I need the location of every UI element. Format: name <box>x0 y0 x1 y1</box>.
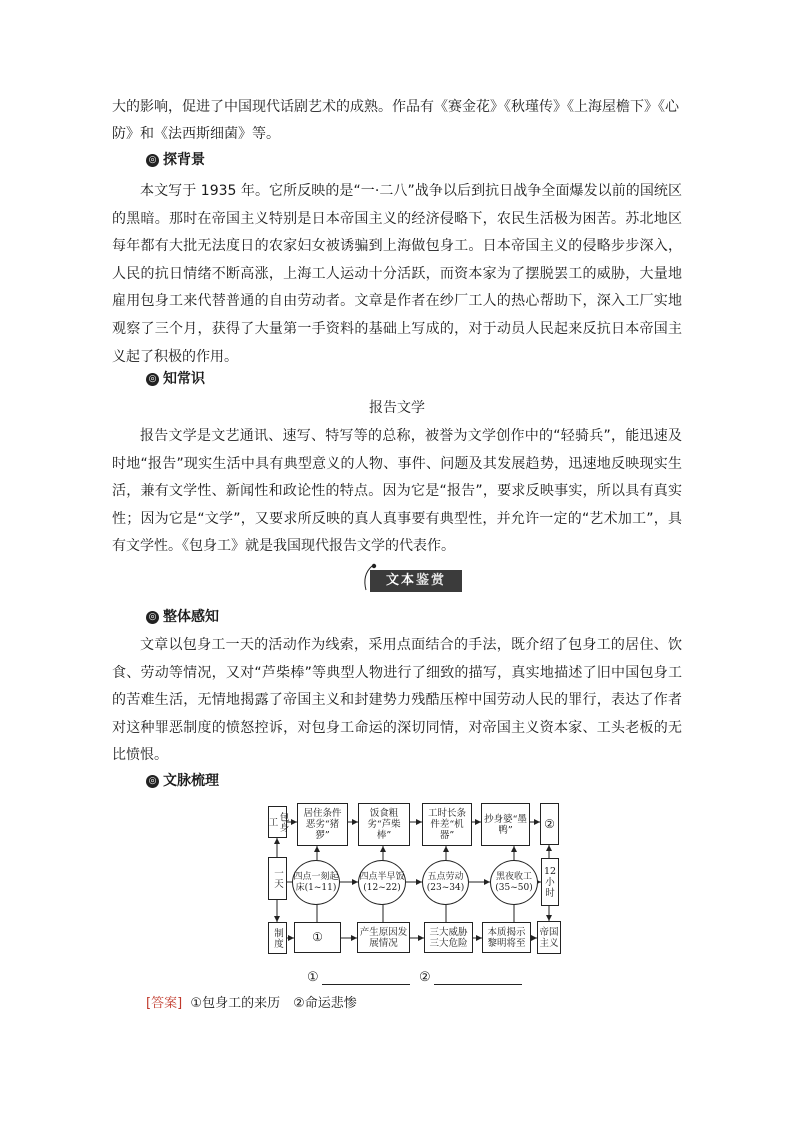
diagram-box-baoshengong: 包身工 <box>268 806 287 838</box>
diagram-oval-breakfast: 四点半早饭(12~22) <box>358 860 406 905</box>
diagram-box-search: 抄身婆“墨鸭” <box>481 803 530 846</box>
diagram-box-essence: 本质揭示黎明将至 <box>482 922 531 953</box>
diagram-box-zhidu: 制度 <box>268 922 287 954</box>
diagram-oval-finish: 黑夜收工(35~50) <box>490 860 538 905</box>
knowledge-heading: ◎ 知常识 <box>146 369 205 389</box>
answer-line <box>146 994 357 1014</box>
diagram-box-blank-2: ② <box>540 803 559 845</box>
background-paragraph: 本文写于 1935 年。它所反映的是“一·二八”战争以后到抗日战争全面爆发以前的国统区的黑暗。那时在帝国主义特别是日本帝国主义的经济侵略下，农民生活极为困苦。苏北地区每年都有大批无法度日的农家妇女被诱骗到上海做包身工。日本帝国主义的侵略步步深入，人民的抗日情绪不断高涨，上海工人运动十分活跃，而资本家为了摆脱罢工的威胁，大量地雇用包身工来代替普通的自由劳动者。文章是作者在纱厂工人的热心帮助下，深入工厂实地观察了三个月，获得了大量第一手资料的基础上写成的，对于动员人民起来反抗日本帝国主义起了积极的作用。 <box>112 183 682 365</box>
diagram-box-food: 饭食粗劣“芦柴棒” <box>358 803 410 846</box>
diagram-box-work: 工时长条件差“机器” <box>422 803 472 846</box>
blank-line-1 <box>322 972 410 985</box>
blank-2[interactable]: ② <box>419 970 522 985</box>
diagram-box-blank-1: ① <box>294 922 341 953</box>
circle-mark-icon: ◎ <box>146 373 159 386</box>
diagram-box-threats: 三大威胁三大危险 <box>424 922 473 953</box>
answer-text: ①包身工的来历 ②命运悲惨 <box>190 996 357 1011</box>
overall-paragraph: 文章以包身工一天的活动作为线索，采用点面结合的手法，既介绍了包身工的居住、饮食、劳动等情况，又对“芦柴棒”等典型人物进行了细致的描写，真实地描述了旧中国包身工的苦难生活，无情地揭露了帝国主义和封建势力残酷压榨中国劳动人民的罪行，表达了作者对这种罪恶制度的愤怒控诉，对包身工命运的深切同情，对帝国主义资本家、工头老板的无比愤恨。 <box>112 637 682 764</box>
diagram-oval-labor: 五点劳动(23~34) <box>422 860 469 905</box>
intro-line-1: 大的影响，促进了中国现代话剧艺术的成熟。作品有《赛金花》《秋瑾传》《上海屋檐下》《心 <box>112 99 679 115</box>
diagram-box-imperialism: 帝国主义 <box>537 921 561 954</box>
diagram-oval-wake: 四点一刻起床(1~11) <box>292 860 340 905</box>
knowledge-paragraph: 报告文学是文艺通讯、速写、特写等的总称，被誉为文学创作中的“轻骑兵”，能迅速及时地“报告”现实生活中具有典型意义的人物、事件、问题及其发展趋势，迅速地反映现实生活，兼有文学性、新闻性和政论性的特点。因为它是“报告”，要求反映事实，所以具有真实性；因为它是“文学”，又要求所反映的真人真事要有典型性，并允许一定的“艺术加工”，具有文学性。《包身工》就是我国现代报告文学的代表作。 <box>112 428 682 555</box>
circle-mark-icon: ◎ <box>146 154 159 167</box>
blank-1[interactable]: ① <box>307 970 410 985</box>
diagram-box-housing: 居住条件恶劣“猪猡” <box>297 803 348 846</box>
circle-mark-icon: ◎ <box>146 611 159 624</box>
knowledge-title: 报告文学 <box>369 400 425 416</box>
diagram-box-12-hours: 12小时 <box>541 858 559 906</box>
section-banner: 文本鉴赏 <box>370 570 462 592</box>
intro-line-2: 防》和《法西斯细菌》等。 <box>112 126 280 142</box>
structure-heading: ◎ 文脉梳理 <box>146 771 219 791</box>
blank-line-2 <box>434 972 522 985</box>
answer-tag: [答案] <box>146 996 183 1011</box>
background-heading: ◎ 探背景 <box>146 150 205 170</box>
overall-heading: ◎ 整体感知 <box>146 607 219 627</box>
diagram-box-yitian: 一天 <box>268 857 287 900</box>
circle-mark-icon: ◎ <box>146 775 159 788</box>
diagram-box-origin: 产生原因发展情况 <box>357 922 410 953</box>
